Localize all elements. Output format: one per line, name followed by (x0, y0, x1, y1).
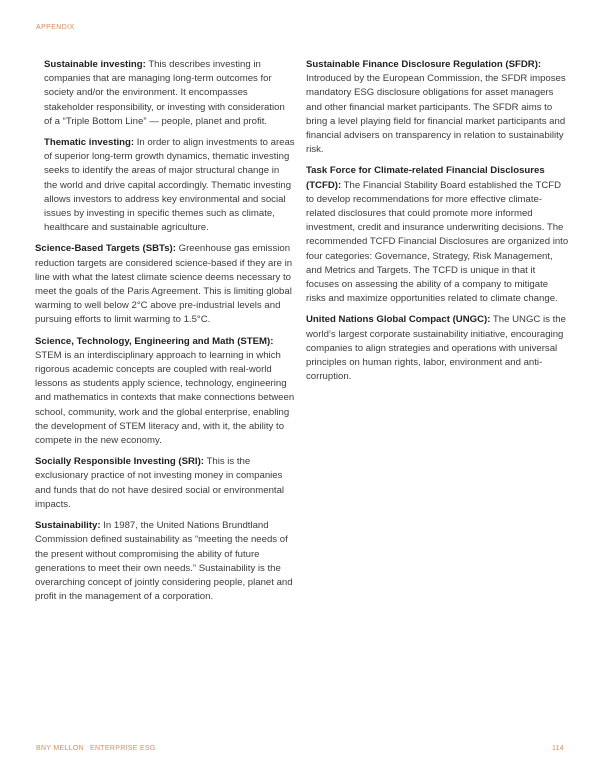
glossary-definition: STEM is an interdisciplinary approach to learning in which rigorous academic concepts are coupled with real-world lessons as students apply science, technology, engineering and mathematics in contexts that make connections between school, community, work and the global enterprise, enabling the development of STEM literacy and, with it, the ability to compete in the new economy. (35, 349, 295, 447)
glossary-definition: Greenhouse gas emission reduction targets are considered science-based if they are in line with what the latest climate science deems necessary to meet the goals of the Paris Agreement. This is limiting global warming to well below 2°C above pre-industrial levels and pursuing efforts to limit warming to 1.5°C. (35, 243, 293, 326)
glossary-entry-sbts (35, 242, 295, 327)
footer-company: BNY MELLON (36, 745, 84, 752)
glossary-term: Sustainable Finance Disclosure Regulation (SFDR): (306, 59, 542, 70)
glossary-term: Science, Technology, Engineering and Math (STEM): (35, 335, 274, 347)
glossary-entry-sri (35, 455, 295, 512)
glossary-definition: The Financial Stability Board established the TCFD to develop recommendations for more effective climate-related disclosures that could promote more informed investment, credit and insurance underwriting decisions. The recommended TCFD Financial Disclosures are organized into four categories: Governance, Strategy, Risk Management, and Metrics and Targets. The TCFD is unique in that it focuses on assessing the ability of a company to mitigate risks and maximize opportunities related to climate change. (306, 179, 569, 305)
glossary-definition: The UNGC is the world’s largest corporate sustainability initiative, encouraging companies to align strategies and operations with universal principles on human rights, labor, environment and anti-corruption. (306, 314, 566, 383)
glossary-entry-sustainable-investing (35, 58, 295, 129)
glossary-entry-stem (35, 335, 295, 449)
glossary-term: Thematic investing: (44, 137, 135, 149)
glossary-entry-tcfd (306, 164, 570, 306)
section-header: APPENDIX (36, 24, 75, 31)
glossary-term: Socially Responsible Investing (SRI): (35, 456, 204, 468)
glossary-term: Science-Based Targets (SBTs): (35, 243, 176, 255)
page-number: 114 (551, 745, 564, 752)
left-column (35, 58, 295, 611)
glossary-entry-ungc (306, 313, 570, 384)
glossary-definition: This is the exclusionary practice of not investing money in companies and funds that do not have desired social or environmental impacts. (35, 456, 285, 510)
glossary-definition: In order to align investments to areas of superior long-term growth dynamics, thematic investing seeks to identify the areas of major structural change in the world and drive capital accordingly. Thematic investing allows investors to address key environmental and social issues by investing in specific themes such as climate, healthcare and sustainable agriculture. (44, 137, 295, 234)
glossary-definition: Introduced by the European Commission, the SFDR imposes mandatory ESG disclosure obligations for asset managers and other financial market participants. The SFDR aims to bring a level playing field for financial market participants and financial advisers on transparency in relation to sustainability risk. (306, 73, 566, 156)
glossary-entry-sfdr (306, 58, 570, 157)
glossary-term: Task Force for Climate-related Financial Disclosures (TCFD): (306, 165, 545, 191)
footer-left (36, 745, 156, 752)
glossary-term: Sustainability: (35, 520, 101, 532)
glossary-entry-thematic-investing (35, 136, 295, 235)
footer-report-title: ENTERPRISE ESG (90, 745, 156, 752)
glossary-term: Sustainable investing: (44, 59, 146, 70)
glossary-entry-sustainability (35, 519, 295, 604)
right-column (306, 58, 570, 391)
glossary-definition: In 1987, the United Nations Brundtland Commission defined sustainability as “meeting the needs of the present without compromising the ability of future generations to meet their own needs.” Sustainability is the overarching concept of jointly considering people, planet and profit in the management of a corporation. (35, 520, 293, 603)
glossary-term: United Nations Global Compact (UNGC): (306, 314, 491, 326)
glossary-definition: This describes investing in companies that are managing long-term outcomes for society and/or the environment. It encompasses stakeholder responsibility, or investing with consideration of a “Triple Bottom Line” — people, planet and profit. (44, 59, 285, 127)
